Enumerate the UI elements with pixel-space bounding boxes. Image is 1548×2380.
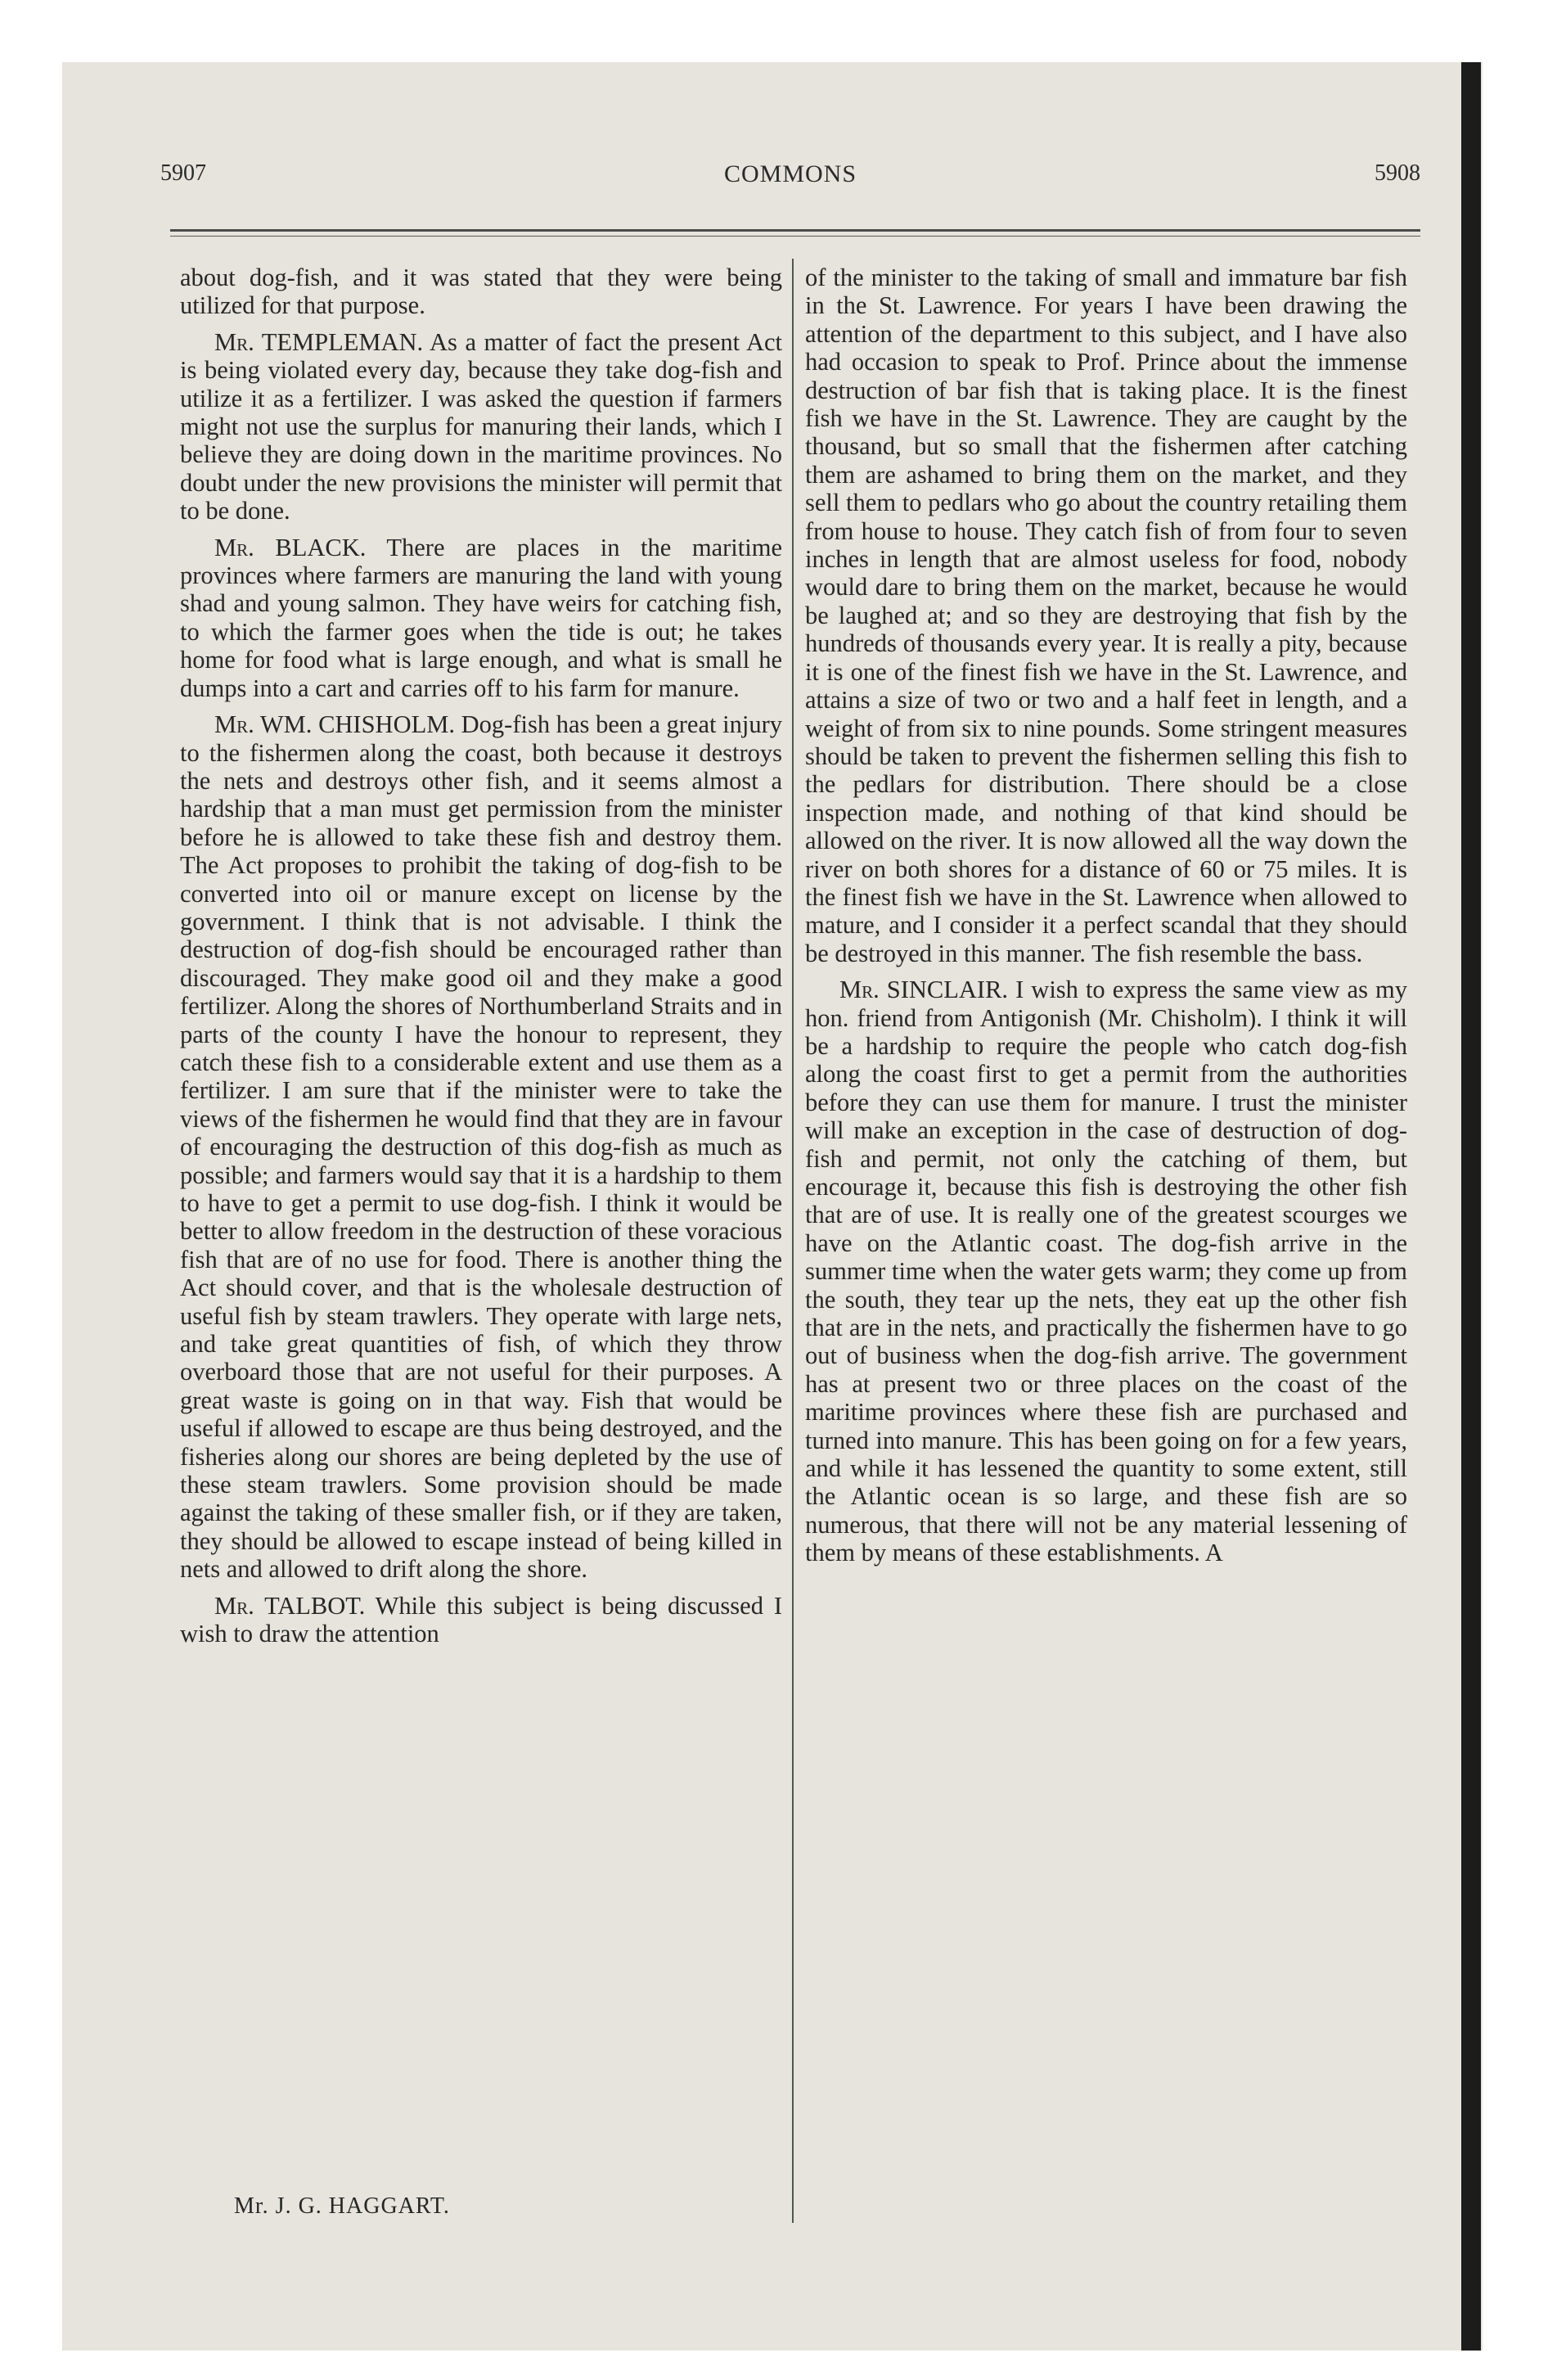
paragraph-text: about dog-fish, and it was stated that they were being utilized for that purpose.: [180, 264, 782, 320]
speech-paragraph: [805, 976, 1407, 1567]
header-rule-thin: [170, 236, 1420, 237]
speech-paragraph: [180, 534, 782, 702]
page-number-right: 5908: [1375, 160, 1420, 186]
speaker-name: Mr. TALBOT.: [214, 1591, 366, 1620]
speech-text: While this subject is being discussed I wish to draw the attention: [180, 1591, 782, 1648]
speaker-name: Mr. WM. CHISHOLM.: [214, 710, 455, 739]
running-title: COMMONS: [723, 160, 857, 187]
left-column: [180, 264, 782, 1657]
speaker-name: Mr. BLACK.: [214, 533, 367, 561]
page-number-left: 5907: [160, 160, 206, 186]
paragraph: [805, 264, 1407, 967]
speech-paragraph: [180, 328, 782, 525]
speech-text: As a matter of fact the present Act is being violated every day, because they take dog-fish and utilize it as a fertilizer. I was asked the question if farmers might not use the surplus for manuring their lands, which I believe they are doing down in the maritime provinces. No doubt under the new provisions the minister will permit that to be done.: [180, 327, 782, 525]
paragraph: [180, 264, 782, 320]
right-column: [805, 264, 1407, 1575]
speech-text: I wish to express the same view as my hon. friend from Antigonish (Mr. Chisholm). I think it will be a hardship to require the people who catch dog-fish along the coast first to get a permit from the authorities before they can use them for manure. I trust the minister will make an exception in the case of destruction of dog-fish and permit, not only the catching of them, but encourage it, because this fish is destroying the other fish that are of use. It is really one of the greatest scourges we have on the Atlantic coast. The dog-fish arrive in the summer time when the water gets warm; they come up from the south, they tear up the nets, they eat up the other fish that are in the nets, and practically the fishermen have to go out of business when the dog-fish arrive. The government has at present two or three places on the coast of the maritime provinces where these fish are purchased and turned into manure. This has been going on for a few years, and while it has lessened the quantity to some extent, still the Atlantic ocean is so large, and these fish are so numerous, that there will not be any material lessening of them by means of these establishments. A: [805, 976, 1407, 1567]
speaker-name: Mr. TEMPLEMAN.: [214, 327, 424, 356]
header-rule-thick: [170, 229, 1420, 232]
speech-text: There are places in the maritime provinces where farmers are manuring the land with young shad and young salmon. They have weirs for catching fish, to which the farmer goes when the tide is out; he takes home for food what is large enough, and what is small he dumps into a cart and carries off to his farm for manure.: [180, 533, 782, 702]
page-edge-shadow: [1461, 62, 1481, 2351]
speech-paragraph: [180, 1592, 782, 1648]
speech-text: Dog-fish has been a great injury to the fishermen along the coast, both because it destroys the nets and destroys other fish, and it seems almost a hardship that a man must get permission from the minister before he is allowed to take these fish and destroy them. The Act proposes to prohibit the taking of dog-fish to be converted into oil or manure except on license by the government. I think that is not advisable. I think the destruction of dog-fish should be encouraged rather than discouraged. They make good oil and they make a good fertilizer. Along the shores of Northumberland Straits and in parts of the county I have the honour to represent, they catch these fish to a considerable extent and use them as a fertilizer. I am sure that if the minister were to take the views of the fishermen he would find that they are in favour of encouraging the destruction of this dog-fish as much as possible; and farmers would say that it is a hardship to them to have to get a permit to use dog-fish. I think it would be better to allow freedom in the destruction of these voracious fish that are of no use for food. There is another thing the Act should cover, and that is the wholesale destruction of useful fish by steam trawlers. They operate with large nets, and take great quantities of fish, of which they throw overboard those that are not useful for their purposes. A great waste is going on in that way. Fish that would be useful if allowed to escape are thus being destroyed, and the fisheries along our shores are being depleted by the use of these steam trawlers. Some provision should be made against the taking of these smaller fish, or if they are taken, they should be allowed to escape instead of being killed in nets and allowed to drift along the shore.: [180, 710, 782, 1584]
speaker-name: Mr. SINCLAIR.: [839, 976, 1009, 1004]
page-header: [160, 160, 1420, 193]
speech-paragraph: [180, 710, 782, 1584]
column-divider: [792, 259, 794, 2223]
paragraph-text: of the minister to the taking of small and immature bar fish in the St. Lawrence. For years I have been drawing the attention of the department to this subject, and I have also had occasion to speak to Prof. Prince about the immense destruction of bar fish that is taking place. It is the finest fish we have in the St. Lawrence. They are caught by the thousand, but so small that the fishermen after catching them are ashamed to bring them on the market, and they sell them to pedlars who go about the country retailing them from house to house. They catch fish of from four to seven inches in length that are almost useless for food, nobody would dare to bring them on the market, because he would be laughed at; and so they are destroying that fish by the hundreds of thousands every year. It is really a pity, because it is one of the finest fish we have in the St. Lawrence, and attains a size of two or two and a half feet in length, and a weight of from six to nine pounds. Some stringent measures should be taken to prevent the fishermen selling this fish to the pedlars for distribution. There should be a close inspection made, and nothing of that kind should be allowed on the river. It is now allowed all the way down the river on both shores for a distance of 60 or 75 miles. It is the finest fish we have in the St. Lawrence when allowed to mature, and I consider it a perfect scandal that they should be destroyed in this manner. The fish resemble the bass.: [805, 264, 1407, 967]
footer-speaker-name: Mr. J. G. HAGGART.: [234, 2193, 450, 2219]
